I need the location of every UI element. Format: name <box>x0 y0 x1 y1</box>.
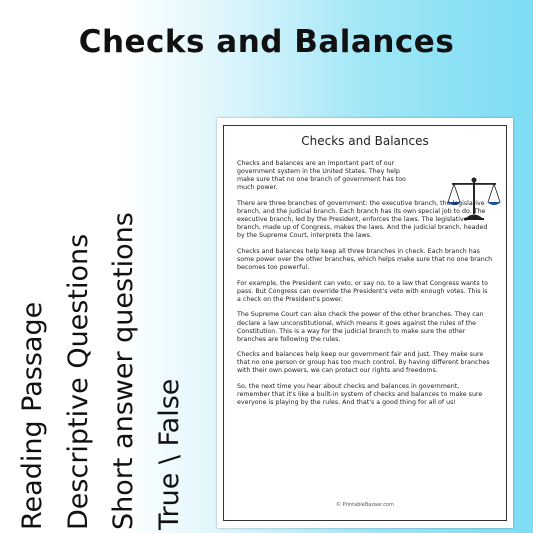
worksheet-footer: © PrintableBazaar.com <box>336 502 394 508</box>
feature-short-answer: Short answer questions <box>108 212 139 530</box>
page-title: Checks and Balances <box>78 24 455 60</box>
paragraph: There are three branches of government: the executive branch, the legislative branch, and the judicial branch. Each branch has its own special job to do. The executive branch, led by the President, enforces the laws. The legislative branch, made up of Congress, makes the laws. And the judicial branch, headed by the Supreme Court, interprets the laws. <box>237 199 488 240</box>
worksheet-body <box>237 160 493 415</box>
paragraph: So, the next time you hear about checks and balances in government, remember that it's like a built-in system of checks and balances to make sure everyone is playing by the rules. And that's a good thing for all of us! <box>237 383 483 407</box>
feature-reading-passage: Reading Passage <box>17 301 48 530</box>
paragraph: Checks and balances help keep all three branches in check. Each branch has some power over the other branches, which helps make sure that no one branch becomes too powerful. <box>237 247 493 272</box>
feature-descriptive-questions: Descriptive Questions <box>62 233 94 530</box>
paragraph: The Supreme Court can also check the power of the other branches. They can declare a law unconstitutional, which means it goes against the rules of the Constitution. This is a way for the judicial branch to make sure the other branches are following the rules. <box>237 311 484 343</box>
paragraph: Checks and balances help keep our government fair and just. They make sure that no one person or group has too much control. By having different branches with their own powers, we can protect our rights and freedoms. <box>237 351 490 375</box>
paragraph: Checks and balances are an important part of our government system in the United States. They help make sure that no one branch of government has too much power. <box>237 160 406 192</box>
feature-list <box>10 130 192 530</box>
worksheet-preview <box>217 118 513 528</box>
feature-true-false: True \ False <box>153 378 185 530</box>
worksheet-title: Checks and Balances <box>301 134 429 148</box>
paragraph: For example, the President can veto, or say no, to a law that Congress wants to pass. But Congress can override the President's veto with enough votes. This is a check on the President's power. <box>237 279 488 303</box>
worksheet-border <box>223 125 507 521</box>
